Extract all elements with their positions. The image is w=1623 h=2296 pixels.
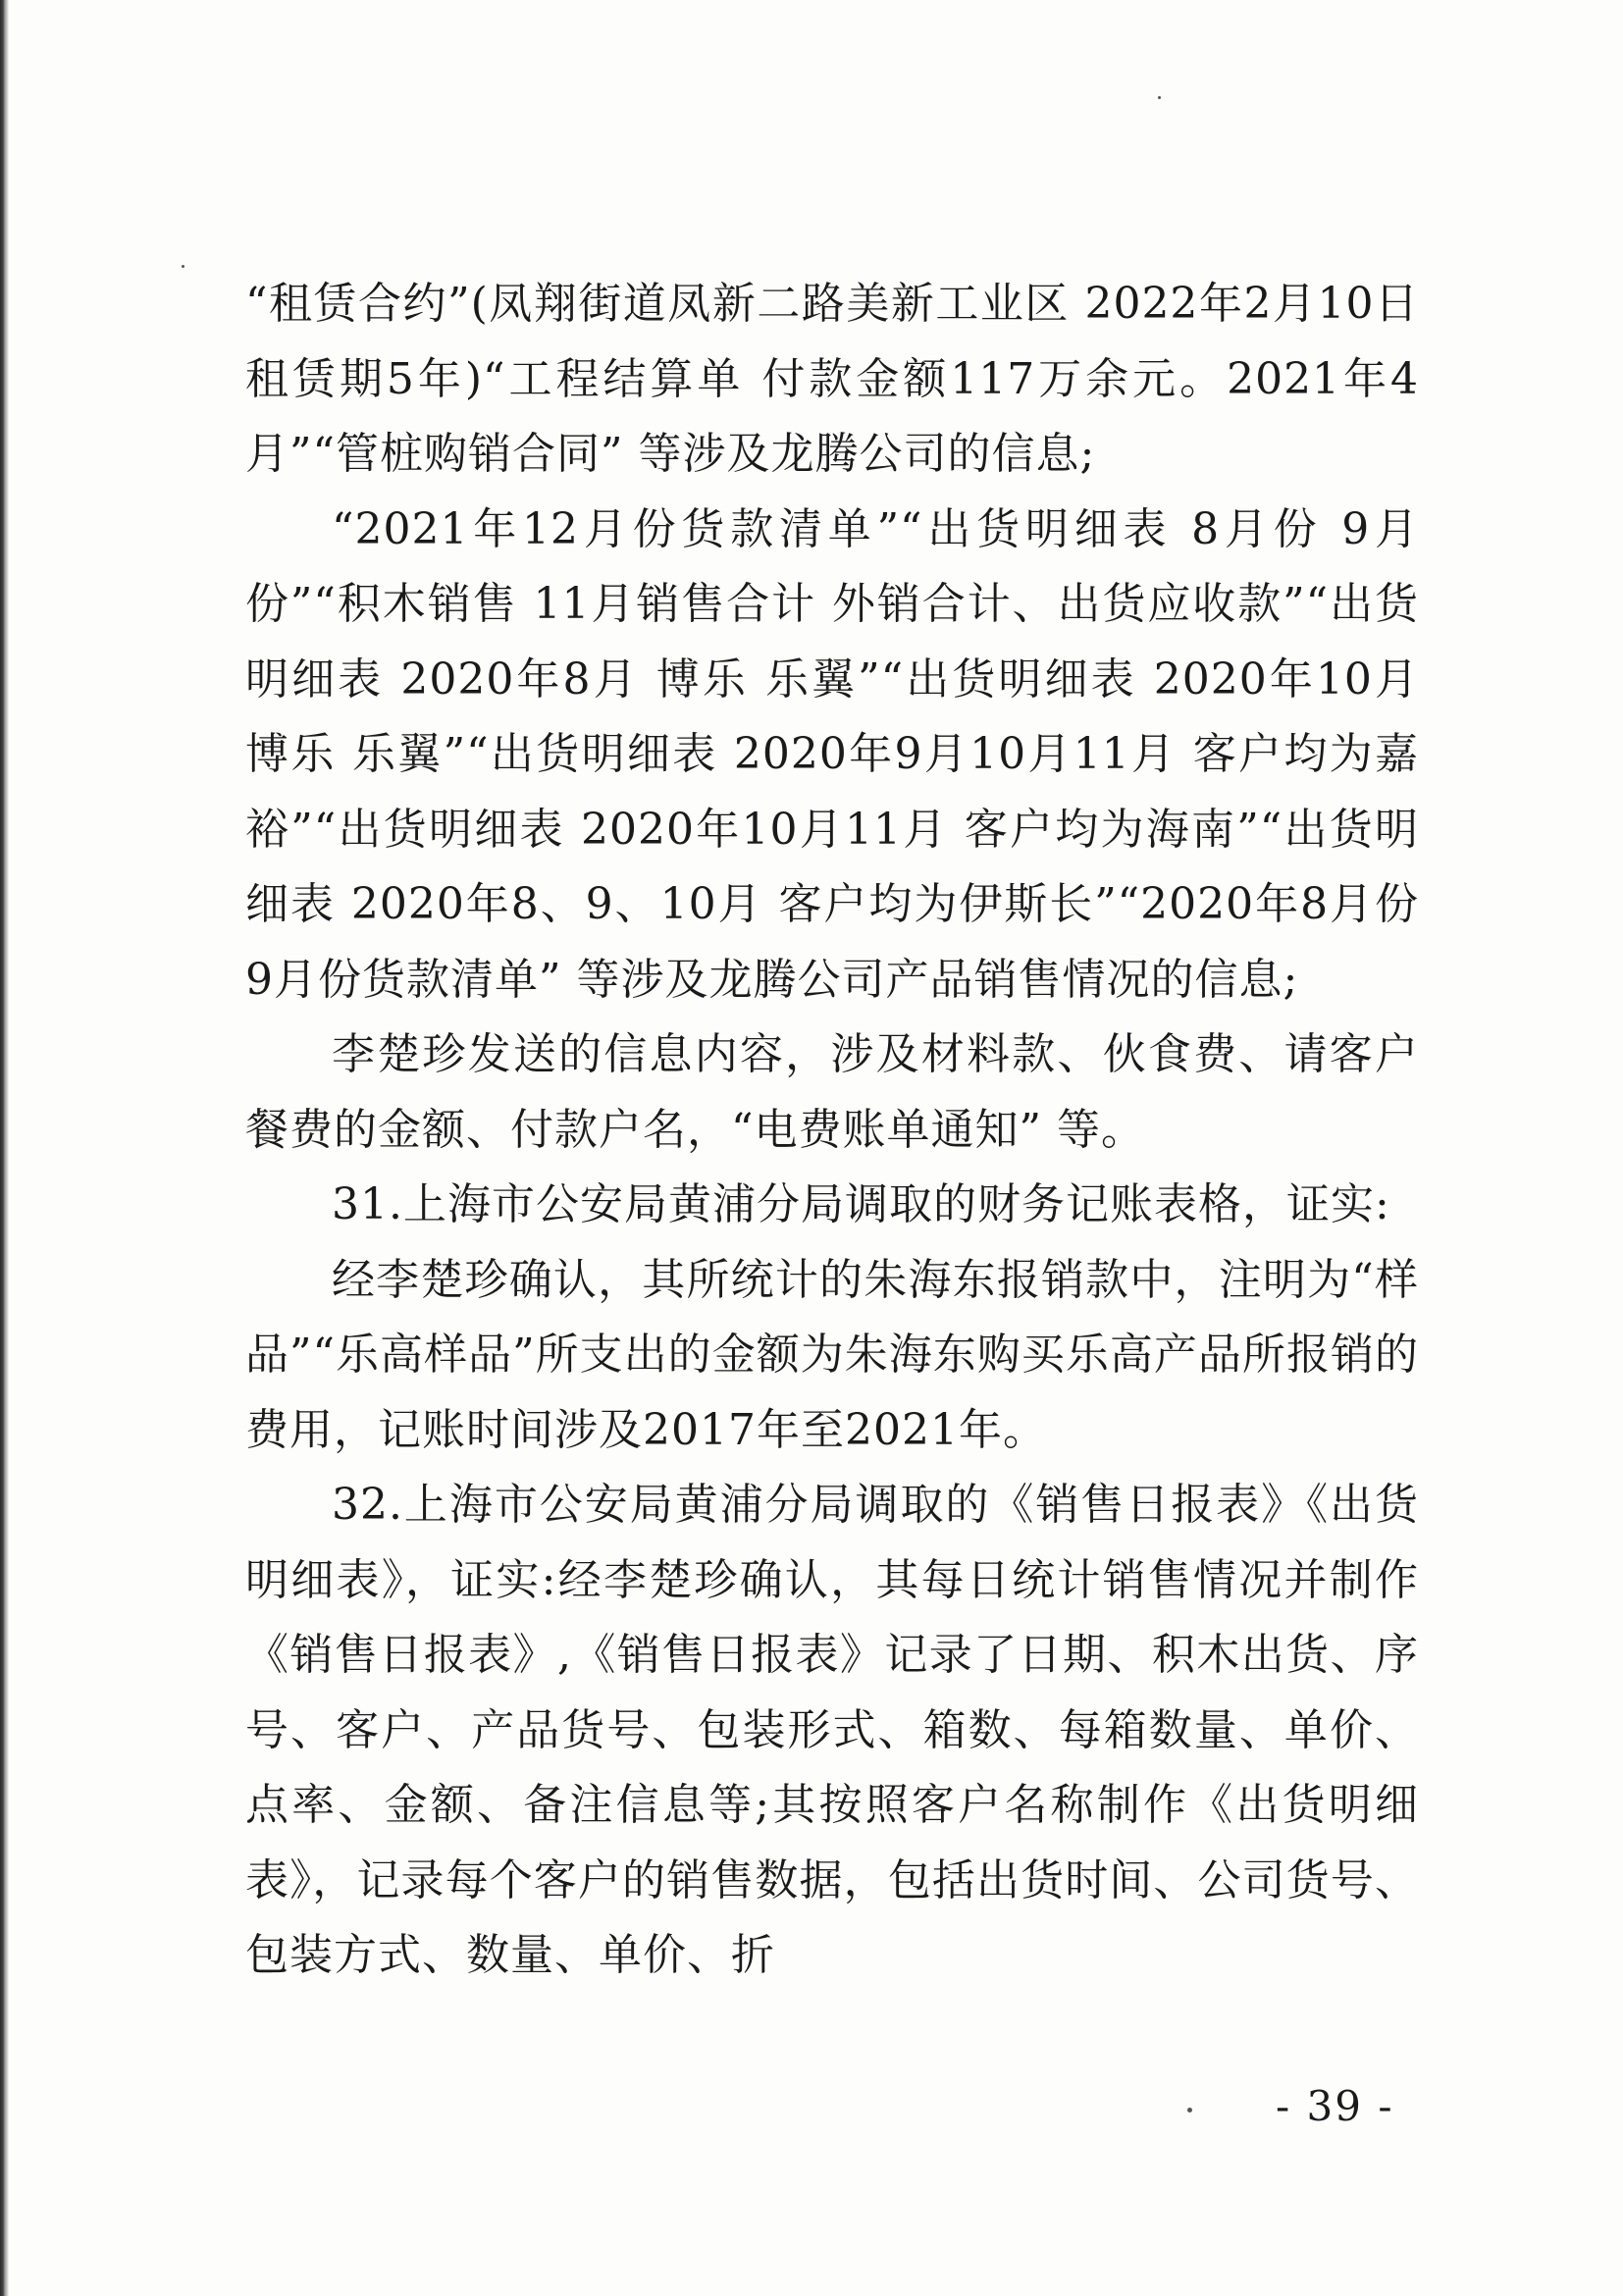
paragraph-1: “租赁合约”(凤翔街道凤新二路美新工业区 2022年2月10日 租赁期5年)“工程结算单 付款金额117万余元。2021年4月”“管桩购销合同” 等涉及龙腾公司的信息; (245, 279, 1419, 479)
scan-speck (1187, 2108, 1192, 2113)
scan-speck (182, 265, 184, 268)
scan-speck (1158, 96, 1161, 99)
binding-edge (0, 0, 9, 2296)
document-body (245, 267, 1419, 1994)
paragraph-5: 经李楚珍确认，其所统计的朱海东报销款中，注明为“样品”“乐高样品”所支出的金额为朱海东购买乐高产品所报销的费用，记账时间涉及2017年至2021年。 (245, 1254, 1419, 1455)
paragraph-2: “2021年12月份货款清单”“出货明细表 8月份 9月份”“积木销售 11月销售合计 外销合计、出货应收款”“出货明细表 2020年8月 博乐 乐翼”“出货明细表 2020年10月 博乐 乐翼”“出货明细表 2020年9月10月11月 客户均为嘉裕”“出货明细表 2020年10月11月 客户均为海南”“出货明细表 2020年8、9、10月 客户均为伊斯长”“2020年8月份 9月份货款清单” 等涉及龙腾公司产品销售情况的信息; (245, 503, 1419, 1005)
paragraph-3: 李楚珍发送的信息内容，涉及材料款、伙食费、请客户餐费的金额、付款户名，“电费账单通知” 等。 (245, 1029, 1419, 1155)
paragraph-4: 31.上海市公安局黄浦分局调取的财务记账表格，证实: (332, 1179, 1390, 1229)
page-number: - 39 - (1276, 2082, 1394, 2130)
paragraph-6: 32.上海市公安局黄浦分局调取的《销售日报表》《出货明细表》，证实:经李楚珍确认，其每日统计销售情况并制作《销售日报表》,《销售日报表》记录了日期、积木出货、序号、客户、产品货号、包装形式、箱数、每箱数量、单价、点率、金额、备注信息等;其按照客户名称制作《出货明细表》，记录每个客户的销售数据，包括出货时间、公司货号、包装方式、数量、单价、折 (245, 1480, 1419, 1980)
